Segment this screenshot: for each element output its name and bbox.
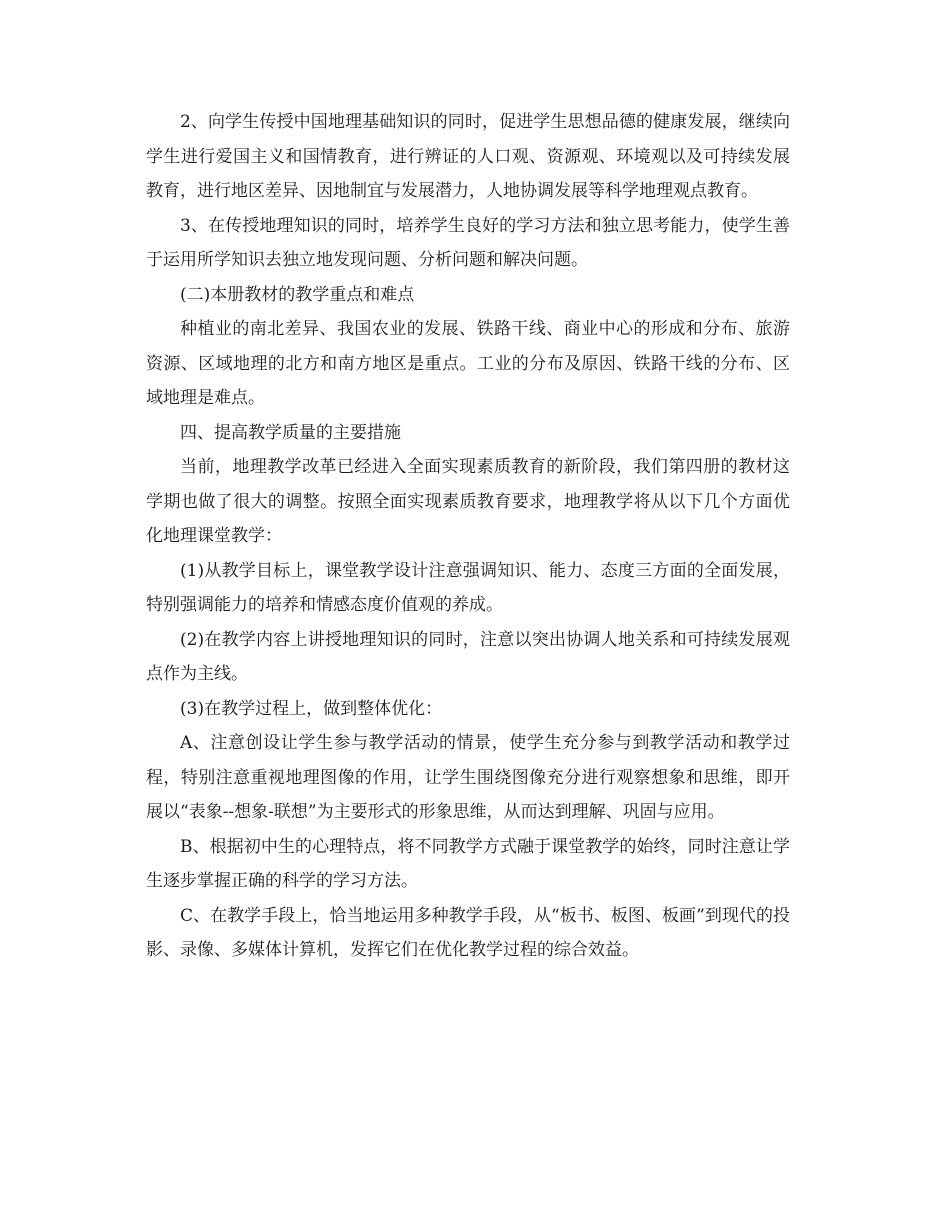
- paragraph-goal-2: 2、向学生传授中国地理基础知识的同时，促进学生思想品德的健康发展，继续向学生进行爱国主义和国情教育，进行辨证的人口观、资源观、环境观以及可持续发展教育，进行地区差异、因地制宜与发展潜力，人地协调发展等科学地理观点教育。: [146, 112, 790, 201]
- paragraph-measure-c: C、在教学手段上，恰当地运用多种教学手段，从“板书、板图、板画”到现代的投影、录像、多媒体计算机，发挥它们在优化教学过程的综合效益。: [146, 905, 790, 960]
- paragraph-goal-3: 3、在传授地理知识的同时，培养学生良好的学习方法和独立思考能力，使学生善于运用所学知识去独立地发现问题、分析问题和解决问题。: [146, 215, 790, 270]
- section-heading-key-points: (二)本册教材的教学重点和难点: [180, 284, 415, 305]
- paragraph-key-points: 种植业的南北差异、我国农业的发展、铁路干线、商业中心的形成和分布、旅游资源、区域地理的北方和南方地区是重点。工业的分布及原因、铁路干线的分布、区域地理是难点。: [146, 319, 790, 408]
- paragraph-measure-1: (1)从教学目标上，课堂教学设计注意强调知识、能力、态度三方面的全面发展，特别强调能力的培养和情感态度价值观的养成。: [146, 560, 790, 615]
- paragraph-measures-intro: 当前，地理教学改革已经进入全面实现素质教育的新阶段，我们第四册的教材这学期也做了很大的调整。按照全面实现素质教育要求，地理教学将从以下几个方面优化地理课堂教学：: [146, 457, 790, 546]
- section-heading-measures: 四、提高教学质量的主要措施: [180, 422, 401, 443]
- paragraph-measure-a: A、注意创设让学生参与教学活动的情景，使学生充分参与到教学活动和教学过程，特别注意重视地理图像的作用，让学生围绕图像充分进行观察想象和思维，即开展以“表象--想象-联想”为主要形式的形象思维，从而达到理解、巩固与应用。: [146, 733, 790, 822]
- paragraph-measure-2: (2)在教学内容上讲授地理知识的同时，注意以突出协调人地关系和可持续发展观点作为主线。: [146, 629, 790, 684]
- paragraph-measure-3: (3)在教学过程上，做到整体优化：: [180, 698, 443, 719]
- paragraph-measure-b: B、根据初中生的心理特点，将不同教学方式融于课堂教学的始终，同时注意让学生逐步掌握正确的科学的学习方法。: [146, 836, 790, 891]
- document-body: [146, 105, 790, 968]
